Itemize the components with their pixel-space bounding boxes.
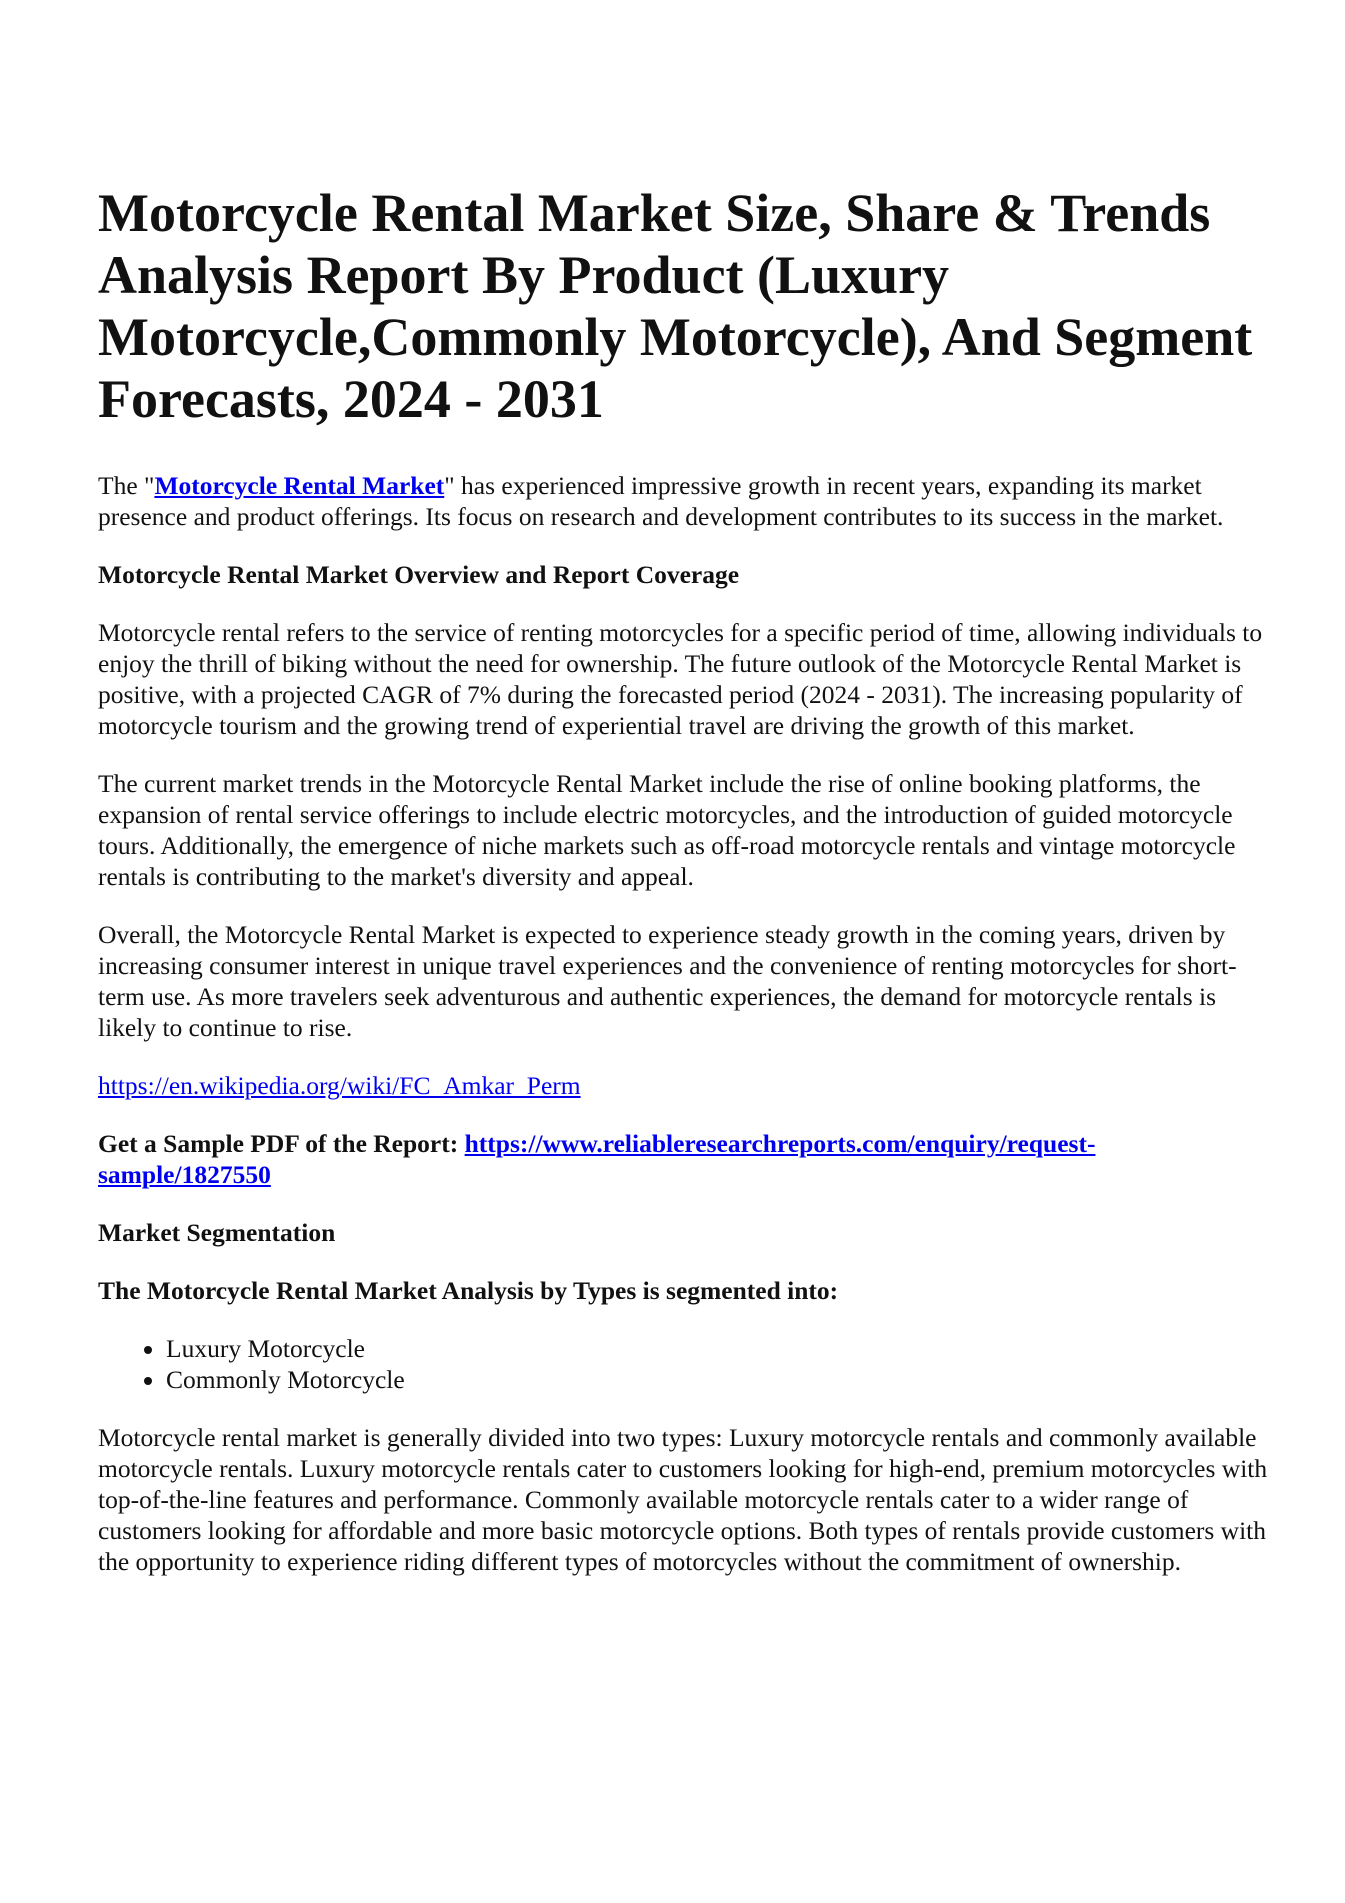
wiki-link[interactable]: https://en.wikipedia.org/wiki/FC_Amkar_Perm [98,1071,581,1100]
overview-paragraph-1: Motorcycle rental refers to the service of renting motorcycles for a specific period of time, allowing individuals to enjoy the thrill of biking without the need for ownership. The future outlook of the Motorcycle Rental Market is positive, with a projected CAGR of 7% during the forecasted period (2024 - 2031). The increasing popularity of motorcycle tourism and the growing trend of experiential travel are driving the growth of this market. [98,618,1263,740]
overview-paragraph-3: Overall, the Motorcycle Rental Market is expected to experience steady growth in the coming years, driven by increasing consumer interest in unique travel experiences and the convenience of renting motorcycles for short-term use. As more travelers seek adventurous and authentic experiences, the demand for motorcycle rentals is likely to continue to rise. [98,920,1237,1042]
document-page [98,182,1268,1604]
sample-pdf-paragraph [98,1128,1268,1190]
list-item: • Luxury Motorcycle [166,1333,1268,1364]
list-item: • Commonly Motorcycle [166,1364,1268,1395]
wiki-link-paragraph [98,1070,1268,1101]
page-title: Motorcycle Rental Market Size, Share & Trends Analysis Report By Product (Luxury Motorcycle,Commonly Motorcycle), And Segment Forecasts, 2024 - 2031 [98,183,1253,429]
intro-paragraph [98,470,1268,532]
types-heading: The Motorcycle Rental Market Analysis by Types is segmented into: [98,1276,839,1305]
overview-heading: Motorcycle Rental Market Overview and Report Coverage [98,560,740,589]
segmentation-heading: Market Segmentation [98,1218,336,1247]
market-link[interactable]: Motorcycle Rental Market [154,471,445,500]
types-paragraph: Motorcycle rental market is generally divided into two types: Luxury motorcycle rentals and commonly available motorcycle rentals. Luxury motorcycle rentals cater to customers looking for high-end, premium motorcycles with top-of-the-line features and performance. Commonly available motorcycle rentals cater to a wider range of customers looking for affordable and more basic motorcycle options. Both types of rentals provide customers with the opportunity to experience riding different types of motorcycles without the commitment of ownership. [98,1423,1268,1576]
sample-label: Get a Sample PDF of the Report: [98,1129,465,1158]
sample-pdf-link[interactable]: https://www.reliableresearchreports.com/enquiry/request-sample/1827550 [98,1129,1096,1189]
intro-suffix: " has experienced impressive growth in recent years, expanding its market presence and product offerings. Its focus on research and development contributes to its success in the market. [98,471,1224,531]
intro-prefix: The " [98,471,155,500]
types-list [98,1333,1268,1395]
overview-paragraph-2: The current market trends in the Motorcycle Rental Market include the rise of online booking platforms, the expansion of rental service offerings to include electric motorcycles, and the introduction of guided motorcycle tours. Additionally, the emergence of niche markets such as off-road motorcycle rentals and vintage motorcycle rentals is contributing to the market's diversity and appeal. [98,769,1236,891]
